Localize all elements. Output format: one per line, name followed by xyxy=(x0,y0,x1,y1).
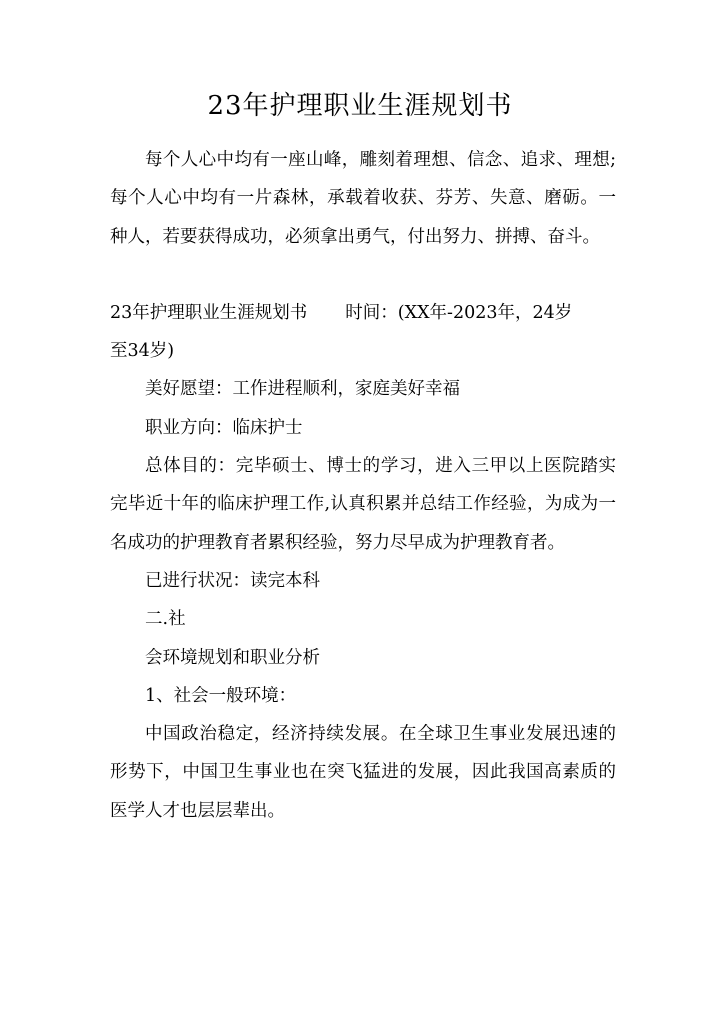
goal-paragraph: 总体目的：完毕硕士、博士的学习，进入三甲以上医院踏实完毕近十年的临床护理工作,认真积累并总结工作经验，为成为一名成功的护理教育者累积经验，努力尽早成为护理教育者。 xyxy=(110,456,616,553)
section2-heading-part1: 二.社 xyxy=(145,609,186,630)
document-body xyxy=(110,141,616,830)
subsection1-heading: 1、社会一般环境： xyxy=(145,685,297,706)
plan-time-line1: 时间：(XX年-2023年，24岁 xyxy=(345,302,573,323)
wish-line: 美好愿望：工作进程顺利，家庭美好幸福 xyxy=(145,379,460,400)
plan-heading xyxy=(110,294,616,332)
plan-time-line2: 至34岁) xyxy=(110,341,175,362)
subsection1-paragraph: 中国政治稳定，经济持续发展。在全球卫生事业发展迅速的形势下，中国卫生事业也在突飞猛进的发展，因此我国高素质的医学人才也层层辈出。 xyxy=(110,724,616,821)
section2-heading-part2: 会环境规划和职业分析 xyxy=(145,647,320,668)
plan-title: 23年护理职业生涯规划书 xyxy=(110,302,308,323)
paragraph-gap xyxy=(110,256,616,294)
direction-line: 职业方向：临床护士 xyxy=(145,417,303,438)
status-line: 已进行状况：读完本科 xyxy=(145,570,320,591)
intro-paragraph: 每个人心中均有一座山峰，雕刻着理想、信念、追求、理想;每个人心中均有一片森林，承载着收获、芬芳、失意、磨砺。一种人，若要获得成功，必须拿出勇气，付出努力、拼搏、奋斗。 xyxy=(110,150,616,247)
document-title: 23年护理职业生涯规划书 xyxy=(207,91,513,121)
